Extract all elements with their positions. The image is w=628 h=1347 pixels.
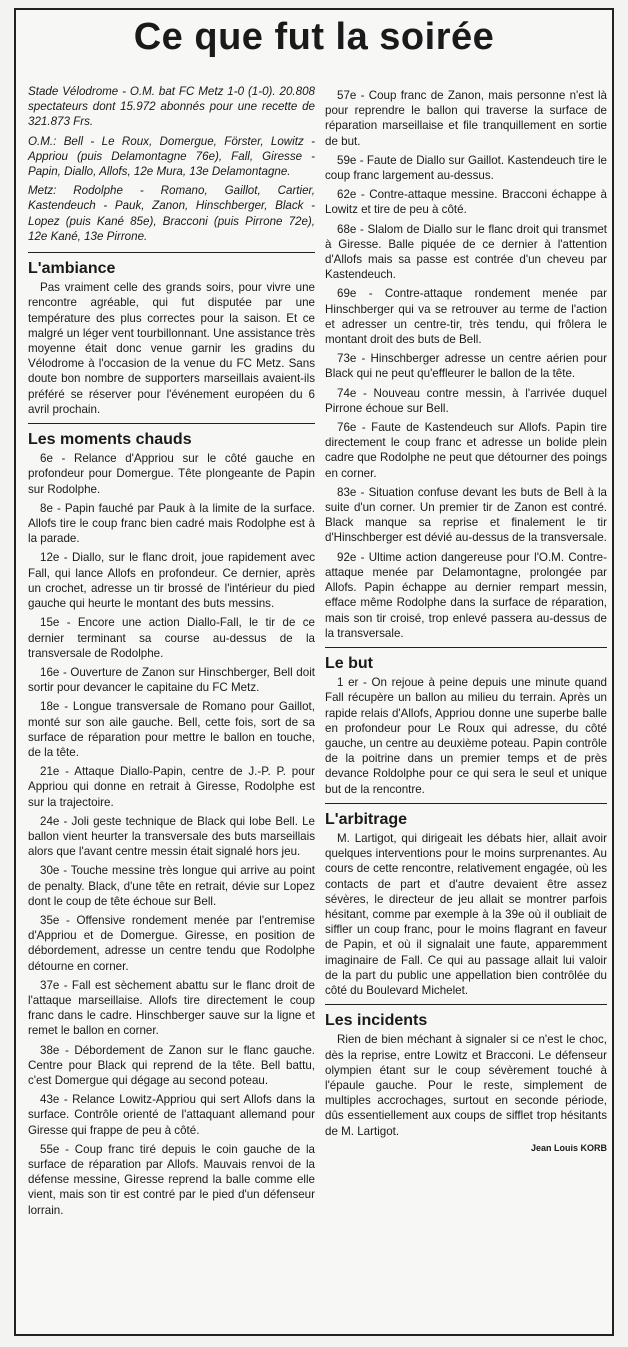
moment-item: 37e - Fall est sèchement abattu sur le flanc droit de l'attaque marseillaise. Allofs tire directement le coup franc dans le cadre. Hinschberger sauve sur la ligne et remet le ballon en corner.	[28, 978, 315, 1038]
incidents-heading: Les incidents	[325, 1012, 428, 1030]
moment-item: 76e - Faute de Kastendeuch sur Allofs. Papin tire directement le coup franc et adresse un bolide plein cadre que Rodolphe ne peut que détourner des poings en corner.	[325, 421, 607, 480]
moment-item: 83e - Situation confuse devant les buts de Bell à la suite d'un corner. Un premier tir de Zanon est contré. Black manque sa reprise et finalement le tir d'Hinschberger est dévié au-dessus de la transversale.	[325, 485, 607, 545]
author-signature: Jean Louis KORB	[530, 1142, 607, 1153]
ambiance-text: Pas vraiment celle des grands soirs, pour vivre une rencontre agréable, qui fut disputée par une température des plus correctes pour la saison. Et ce malgré un léger vent tourbillonnant. Une assistance très moyenne était donc venue garnir les gradins du Vélodrome à l'occasion de la venue du FC Metz. Sans doute bon nombre de supporters marseillais avaient-ils préféré se réserver pour l'événement européen du 6 avril prochain.	[28, 281, 315, 416]
section-divider	[325, 1004, 607, 1005]
moment-item: 30e - Touche messine très longue qui arrive au point de penalty. Black, d'une tête en retrait, dévie sur Lopez dont le coup de tête échoue sur Bell.	[28, 864, 315, 908]
ambiance-heading: L'ambiance	[28, 260, 116, 278]
but-heading: Le but	[325, 654, 373, 672]
incidents-text: Rien de bien méchant à signaler si ce n'est le choc, dès la reprise, entre Lowitz et Bracconi. Le défenseur olympien étant sur le coup sévèrement touché à l'épaule gauche. Pour le reste, simplement de multiples accrochages, surtout en seconde période, dûs essentiellement aux coups de sifflet trop hésitants de M. Lartigot.	[325, 1033, 607, 1138]
moment-item: 59e - Faute de Diallo sur Gaillot. Kastendeuch tire le coup franc largement au-dessus.	[325, 153, 607, 183]
om-lineup: O.M.: Bell - Le Roux, Domergue, Förster, Lowitz - Appriou (puis Delamontagne 76e), Fall, Giresse - Papin, Diallo, Allofs, 12e Mura, 13e Delamontagne.	[28, 134, 315, 179]
moment-item: 15e - Encore une action Diallo-Fall, le tir de ce dernier terminant sa course au-dessus de la transversale de Rodolphe.	[28, 616, 315, 660]
moment-item: 74e - Nouveau contre messin, à l'arrivée duquel Pirrone échoue sur Bell.	[325, 386, 607, 415]
section-divider	[28, 423, 315, 424]
moment-item: 57e - Coup franc de Zanon, mais personne n'est là pour reprendre le ballon qui traverse la surface de réparation marseillaise et file tranquillement en sortie de but.	[325, 89, 607, 148]
moment-item: 16e - Ouverture de Zanon sur Hinschberger, Bell doit sortir pour devancer le capitaine du FC Metz.	[28, 665, 315, 695]
moment-item: 18e - Longue transversale de Romano pour Gaillot, monté sur son aile gauche. Bell, cette fois, sort de sa surface de réparation pour mettre le ballon en touche, de la tête.	[28, 700, 315, 759]
moment-item: 68e - Slalom de Diallo sur le flanc droit qui transmet à Giresse. Balle piquée de ce dernier à l'attention d'Allofs mais sa passe est contrée d'un cheveu par Kastendeuch.	[325, 222, 607, 282]
but-text: 1 er - On rejoue à peine depuis une minute quand Fall récupère un ballon au milieu du terrain. Après un rapide relais d'Allofs, Appriou donne une superbe balle en profondeur pour Le Roux qui adresse, du côté gauche, un centre au deuxième poteau. Papin contrôle de la poitrine dans un premier temps et de près devance Roldolphe pour ce qui sera le seul et unique but de la rencontre.	[325, 676, 607, 796]
arbitrage-text: M. Lartigot, qui dirigeait les débats hier, allait avoir quelques interventions pour le moins surprenantes. Au cours de cette rencontre, relativement engagée, où les contacts de part et d'autre devaient être assez sévères, le directeur de jeu allait se montrer parfois hésitant, comme par exemple à la 39e où il oubliait de siffler un coup franc, pour le moins flagrant en faveur de Papin, et où il signalait une faute, apparemment imaginaire de Fall. Ce qui au passage allait lui valoir de la part du public une appellation bien contrôlée du côté du Boulevard Michelet.	[325, 831, 607, 997]
metz-lineup: Metz: Rodolphe - Romano, Gaillot, Cartier, Kastendeuch - Pauk, Zanon, Hinschberger, Black - Lopez (puis Kané 85e), Bracconi (puis Pirrone 72e), 12e Kané, 13e Pirrone.	[28, 184, 315, 243]
arbitrage-heading: L'arbitrage	[325, 810, 408, 828]
newspaper-clipping	[14, 8, 614, 1336]
moment-item: 92e - Ultime action dangereuse pour l'O.M. Contre-attaque menée par Delamontagne, prolongée par Allofs. Papin échappe au dernier rempart messin, efface même Rodolphe dans la surface de réparation, mais son tir croisé, trop enlevé passera au-dessus de la transversale.	[325, 550, 607, 640]
right-column	[325, 84, 607, 1156]
moment-item: 73e - Hinschberger adresse un centre aérien pour Black qui ne peut qu'effleurer le ballon de la tête.	[325, 352, 607, 381]
moment-item: 62e - Contre-attaque messine. Bracconi échappe à Lowitz et tire de peu à côté.	[325, 188, 607, 217]
match-info	[28, 84, 315, 244]
section-divider	[325, 803, 607, 804]
moment-item: 6e - Relance d'Appriou sur le côté gauche en profondeur pour Domergue. Tête plongeante de Papin sur Rodolphe.	[28, 452, 315, 496]
article-title: Ce que fut la soirée	[133, 16, 495, 58]
moment-item: 21e - Attaque Diallo-Papin, centre de J.-P. P. pour Appriou qui donne en retrait à Giresse, Rodolphe est sur la trajectoire.	[28, 765, 315, 809]
moment-item: 8e - Papin fauché par Pauk à la limite de la surface. Allofs tire le coup franc bien cadré mais Rodolphe est à la parade.	[28, 501, 315, 546]
moment-item: 43e - Relance Lowitz-Appriou qui sert Allofs dans la surface. Contrôle orienté de l'attaquant allemand pour Giresse qui frappe de peu à côté.	[28, 1093, 315, 1137]
moments-heading: Les moments chauds	[28, 431, 192, 449]
left-column	[28, 84, 315, 1218]
moment-item: 24e - Joli geste technique de Black qui lobe Bell. Le ballon vient heurter la transversale des buts marseillais alors que l'avant centre messin était signalé hors jeu.	[28, 814, 315, 859]
moment-item: 35e - Offensive rondement menée par l'entremise d'Appriou et de Domergue. Giresse, en position de débordement, adresse un centre tendu que Rodolphe détourne en corner.	[28, 913, 315, 973]
section-divider	[325, 647, 607, 648]
match-result: Stade Vélodrome - O.M. bat FC Metz 1-0 (1-0). 20.808 spectateurs dont 15.972 abonnés pour une recette de 321.873 Frs.	[28, 85, 315, 129]
moment-item: 55e - Coup franc tiré depuis le coin gauche de la surface de réparation par Allofs. Mauvais renvoi de la défense messine, Giresse reprend la balle comme elle vient, mais son tir est contré par le pied d'un défenseur lorrain.	[28, 1142, 315, 1217]
moment-item: 69e - Contre-attaque rondement menée par Hinschberger qui va se retrouver au terme de l'action et adresser un centre-tir, très tendu, qui frôlera le montant droit des buts de Bell.	[325, 287, 607, 347]
moment-item: 12e - Diallo, sur le flanc droit, joue rapidement avec Fall, qui lance Allofs en profondeur. Ce dernier, après un crochet, adresse un tir brossé de l'intérieur du pied gauche qui heurte le montant des buts messins.	[28, 551, 315, 611]
section-divider	[28, 252, 315, 253]
moment-item: 38e - Débordement de Zanon sur le flanc gauche. Centre pour Black qui reprend de la tête. Bell battu, c'est Domergue qui dégage au second poteau.	[28, 1043, 315, 1087]
